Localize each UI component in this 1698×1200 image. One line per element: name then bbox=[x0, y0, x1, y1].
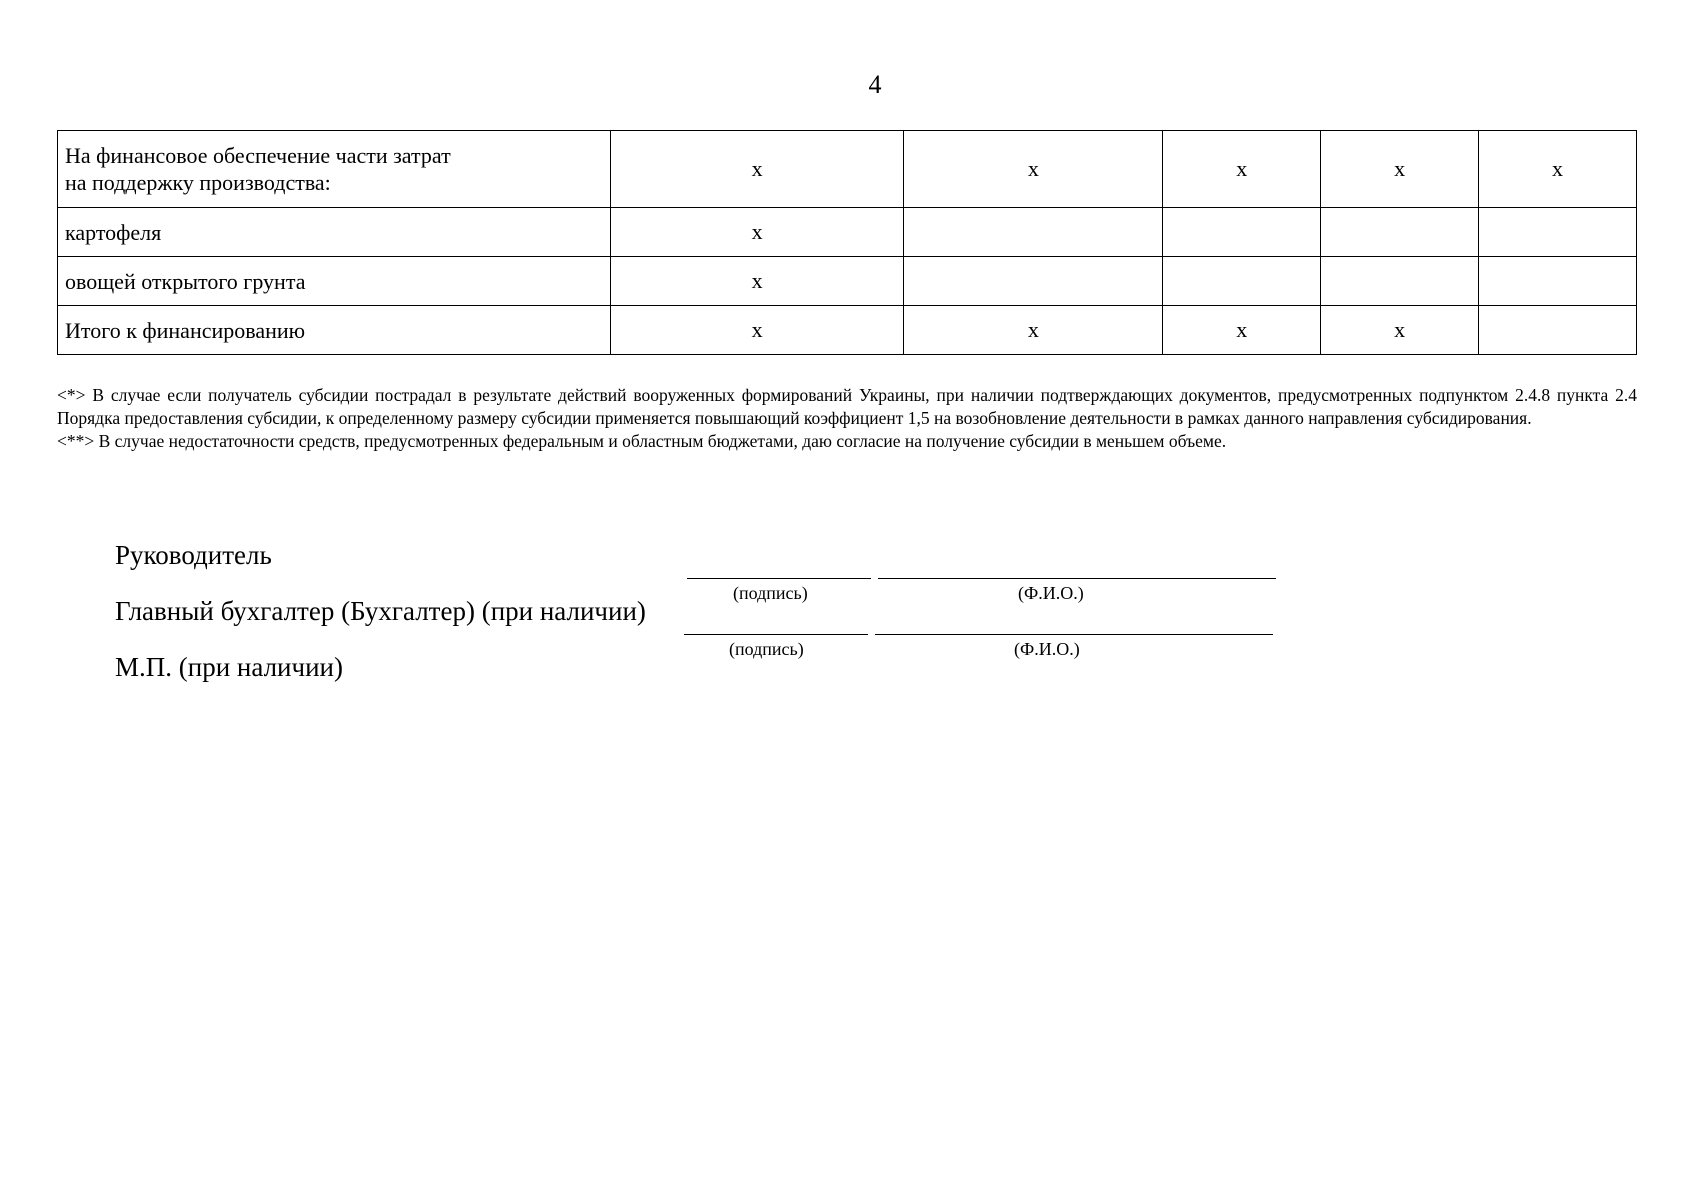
table-cell: х bbox=[904, 306, 1163, 355]
table-cell: х bbox=[1321, 131, 1479, 208]
head-name-line[interactable] bbox=[878, 578, 1276, 579]
table-row bbox=[58, 306, 1637, 355]
table-cell bbox=[904, 208, 1163, 257]
table-cell: х bbox=[610, 208, 904, 257]
table-cell bbox=[904, 257, 1163, 306]
head-name-caption: (Ф.И.О.) bbox=[1018, 583, 1084, 603]
table-cell bbox=[1479, 306, 1637, 355]
row-label-line: Итого к финансированию bbox=[65, 317, 306, 343]
footnotes bbox=[57, 384, 1637, 453]
page-number: 4 bbox=[868, 70, 882, 99]
table-row bbox=[58, 257, 1637, 306]
table-cell bbox=[1163, 208, 1321, 257]
table-cell: х bbox=[1163, 306, 1321, 355]
head-signature-line[interactable] bbox=[687, 578, 871, 579]
row-label bbox=[58, 257, 611, 306]
table-cell bbox=[1479, 208, 1637, 257]
accountant-signature-caption: (подпись) bbox=[729, 639, 804, 659]
row-label-line: овощей открытого грунта bbox=[65, 268, 306, 294]
row-label bbox=[58, 131, 611, 208]
table-cell: х bbox=[610, 131, 904, 208]
head-label: Руководитель bbox=[115, 540, 272, 570]
table-cell bbox=[1163, 257, 1321, 306]
table-cell: х bbox=[904, 131, 1163, 208]
table-cell: х bbox=[1479, 131, 1637, 208]
accountant-name-caption: (Ф.И.О.) bbox=[1014, 639, 1080, 659]
table-cell: х bbox=[610, 257, 904, 306]
row-label bbox=[58, 208, 611, 257]
row-label bbox=[58, 306, 611, 355]
table-cell bbox=[1321, 208, 1479, 257]
table-row bbox=[58, 208, 1637, 257]
stamp-label: М.П. (при наличии) bbox=[115, 652, 343, 682]
table-cell: х bbox=[1163, 131, 1321, 208]
head-signature-caption: (подпись) bbox=[733, 583, 808, 603]
table-cell: х bbox=[610, 306, 904, 355]
table-cell bbox=[1321, 257, 1479, 306]
accountant-label: Главный бухгалтер (Бухгалтер) (при наличии) bbox=[115, 596, 646, 626]
table-row bbox=[58, 131, 1637, 208]
accountant-name-line[interactable] bbox=[875, 634, 1273, 635]
row-label-line: На финансовое обеспечение части затрат bbox=[65, 143, 451, 168]
table-body bbox=[58, 131, 1637, 355]
table-cell: х bbox=[1321, 306, 1479, 355]
accountant-signature-line[interactable] bbox=[684, 634, 868, 635]
footnote-1: <*> В случае если получатель субсидии пострадал в результате действий вооруженных формирований Украины, при наличии подтверждающих документов, предусмотренных подпунктом 2.4.8 пункта 2.4 Порядка предоставления субсидии, к определенному размеру субсидии применяется повышающий коэффициент 1,5 на возобновление деятельности в рамках данного направления субсидирования. bbox=[57, 385, 1637, 428]
table-cell bbox=[1479, 257, 1637, 306]
footnote-2: <**> В случае недостаточности средств, предусмотренных федеральным и областным бюджетами, даю согласие на получение субсидии в меньшем объеме. bbox=[57, 431, 1227, 451]
row-label-line: на поддержку производства: bbox=[65, 170, 331, 195]
row-label-line: картофеля bbox=[65, 219, 162, 245]
funding-table bbox=[57, 130, 1637, 355]
